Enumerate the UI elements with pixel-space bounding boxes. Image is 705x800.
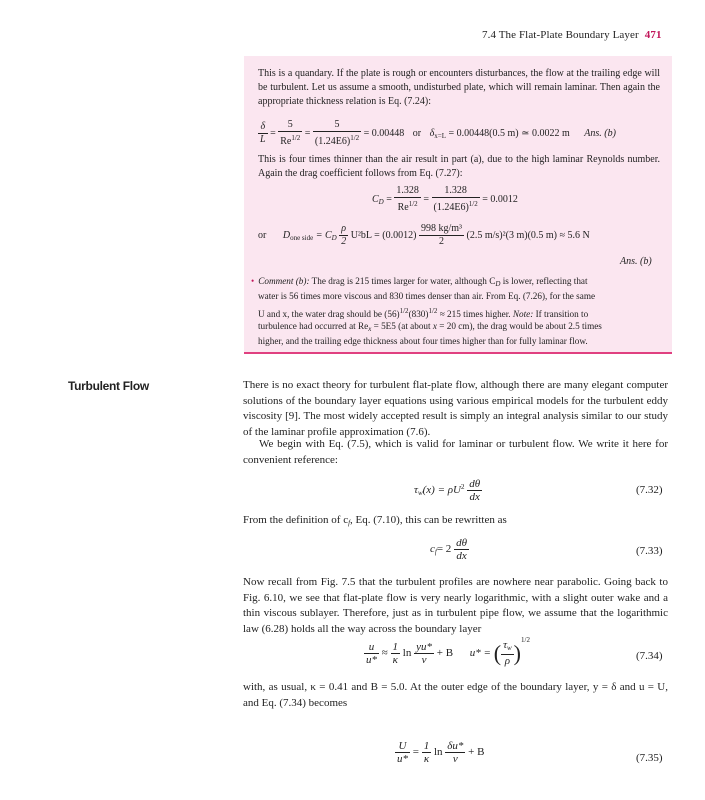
equation-7-33: $c_f= 2$ $\frac{d\theta}{dx}$ (430, 537, 467, 562)
fraction-5-over-re: $\frac{5}{Re^{1/2}}$ (280, 119, 301, 147)
main-paragraph-4: Now recall from Fig. 7.5 that the turbulent profiles are nowhere near parabolic. Going back to Fig. 6.10, we see that flat-plate flow is very nearly logarithmic, with a slight outer wake and a thin viscous sublayer. Therefore, just as in turbulent pipe flow, we assume that the logarithmic law (6.28) holds all the way across the boundary layer (243, 576, 668, 636)
running-title: 7.4 The Flat-Plate Boundary Layer (482, 29, 639, 41)
comment-line-1: • Comment (b): The drag is 215 times larger for water, although $C_D$ is lower, reflecting that (251, 276, 588, 288)
section-title: Turbulent Flow (68, 379, 149, 393)
equation-7-34: $\frac{u}{u*}$ ≈ $\frac{1}{\kappa}$ ln $\frac{yu*}{\nu}$ + B u* = ( $\frac{\tau_w}{\rho}$ )$^{1/2}$ (366, 636, 530, 668)
running-header (482, 29, 662, 41)
equation-7-32: $\tau_w(x) = \rho U^2$ $\frac{d\theta}{dx}$ (414, 478, 481, 503)
comment-line-3: U and x, the water drag should be $(56)^{1/2}(830)^{1/2} \approx 215$ times higher. Note: If transition to (258, 307, 589, 319)
comment-line-4: turbulence had occurred at $Re_x = 5E5$ (at about x = 20 cm), the drag would be about 2.5 times (258, 321, 602, 333)
fraction-delta-over-L: $\frac{\delta}{L}$ (260, 121, 266, 145)
page-number: 471 (644, 29, 662, 41)
main-paragraph-5: with, as usual, κ = 0.41 and B = 5.0. At the outer edge of the boundary layer, y = δ and u = U, and Eq. (7.34) becomes (243, 681, 668, 709)
comment-line-2: water is 56 times more viscous and 830 times denser than air. From Eq. (7.26), for the same (258, 291, 596, 301)
example-box (244, 56, 672, 354)
equation-number-7-35: (7.35) (636, 752, 663, 764)
fraction-5-over-number: $\frac{5}{(1.24E6)^{1/2}}$ (314, 119, 360, 147)
equation-7-35: $\frac{U}{u*}$ = $\frac{1}{\kappa}$ ln $\frac{\delta u*}{\nu}$ + B (397, 740, 485, 765)
main-paragraph-1: There is no exact theory for turbulent flat-plate flow, although there are many elegant computer solutions of the boundary layer equations using various empirical models for the turbulent eddy viscosity [9]. The most widely accepted result is simply an integral analysis similar to our study of the laminar profile approximation (7.6). (243, 379, 668, 439)
box-paragraph-2: This is four times thinner than the air result in part (a), due to the high laminar Reynolds number. Again the drag coefficient follows from Eq. (7.27): (258, 154, 660, 179)
equation-number-7-32: (7.32) (636, 484, 663, 496)
equation-drag-force: or $D_{one side} = C_D$ $\frac{\rho}{2}$ U²bL = (0.0012) $\frac{\text{998 kg/m³}}{2}$ (2.5 m/s)²(3 m)(0.5 m) ≈ 5.6 N (258, 223, 590, 247)
answer-label-1: Ans. (b) (584, 127, 616, 139)
main-paragraph-3: From the definition of $c_f$, Eq. (7.10), this can be rewritten as (243, 514, 507, 527)
main-paragraph-2: We begin with Eq. (7.5), which is valid for laminar or turbulent flow. We write it here for convenient reference: (243, 438, 668, 466)
equation-thickness: $\frac{\delta}{L}$ = $\frac{5}{Re^{1/2}}$ = $\frac{5}{(1.24E6)^{1/2}}$ = 0.00448 or $\delta_{x=L} = 0.00448(0.5$ m) ≃ 0.0022 m Ans. (b) (260, 119, 616, 147)
comment-line-5: higher, and the trailing edge thickness about four times higher than for fully laminar flow. (258, 336, 588, 346)
answer-label-2: Ans. (b) (620, 256, 652, 267)
equation-number-7-33: (7.33) (636, 545, 663, 557)
equation-drag-coefficient: $C_D$ = $\frac{1.328}{Re^{1/2}}$ = $\frac{1.328}{(1.24E6)^{1/2}}$ = 0.0012 (372, 185, 518, 213)
box-paragraph-1: This is a quandary. If the plate is rough or encounters disturbances, the flow at the trailing edge will be turbulent. Let us assume a smooth, undisturbed plate, which will remain laminar. Then again the appropriate thickness relation is Eq. (7.24): (258, 68, 660, 107)
equation-number-7-34: (7.34) (636, 650, 663, 662)
